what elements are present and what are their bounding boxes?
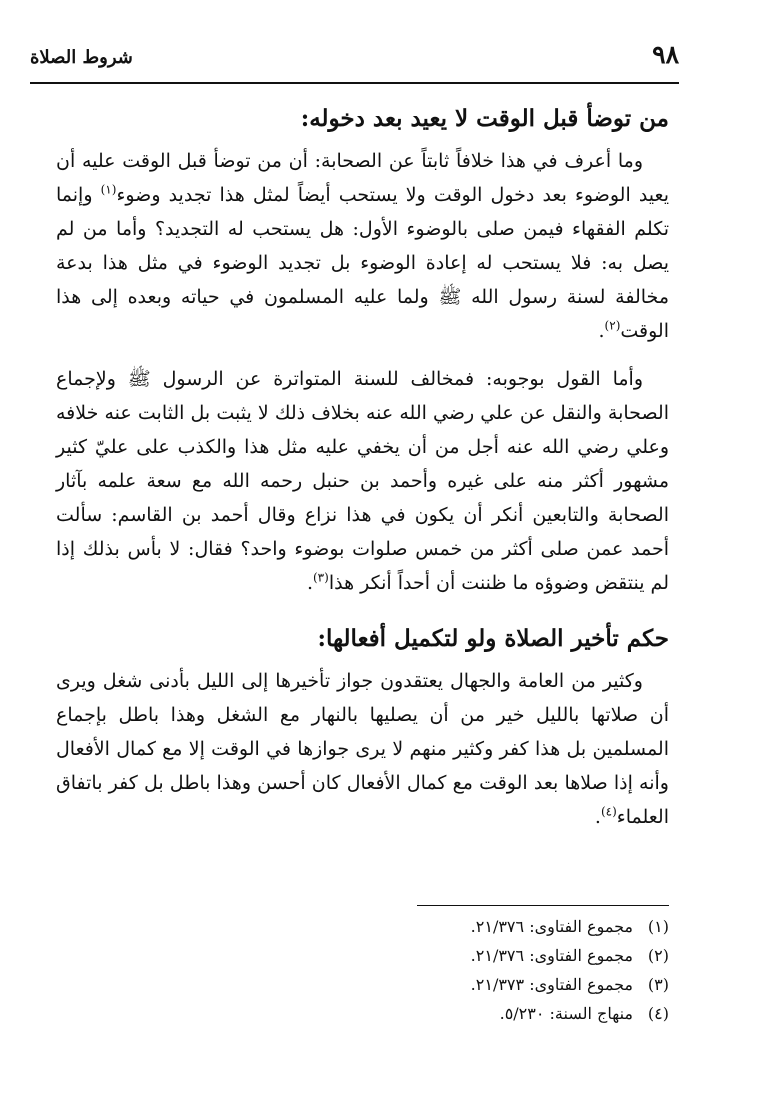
footnote-text: منهاج السنة: ٥/٢٣٠. <box>499 1004 633 1023</box>
paragraph <box>56 664 669 834</box>
page-header <box>30 36 679 84</box>
footnote-item <box>239 999 669 1028</box>
paragraph-text: . <box>306 572 313 594</box>
main-text <box>56 94 669 848</box>
footnote-reference[interactable]: (٢) <box>604 318 621 333</box>
paragraph <box>56 362 669 600</box>
footnote-reference[interactable]: (٤) <box>600 804 617 819</box>
footnote-number: (٤) <box>647 1004 669 1023</box>
paragraph-text: . <box>594 806 601 828</box>
footnote-text: مجموع الفتاوى: ٢١/٣٧٦. <box>470 946 633 965</box>
footnote-item <box>239 941 669 970</box>
page-number: ٩٨ <box>652 40 679 69</box>
paragraph-text: وكثير من العامة والجهال يعتقدون جواز تأخيرها إلى الليل بأدنى شغل ويرى أن صلاتها بالليل خير من أن يصليها بالنهار مع الشغل وهذا باطل بإجماع المسلمين بل هذا كفر وكثير منهم لا يرى جوازها في الوقت إلا مع كمال الأفعال وأنه إذا صلاها بعد الوقت مع كمال الأفعال كان أحسن وهذا باطل بل كفر باتفاق العلماء <box>56 670 669 828</box>
paragraph-text: وما أعرف في هذا خلافاً ثابتاً عن الصحابة: أن من توضأ قبل الوقت عليه أن يعيد الوضوء بعد دخول الوقت ولا يستحب أيضاً لمثل هذا تجديد وضوء <box>56 150 669 206</box>
paragraph-text: . <box>598 320 605 342</box>
footnote-item <box>239 970 669 999</box>
footnote-reference[interactable]: (١) <box>100 182 117 197</box>
footnote-item <box>239 912 669 941</box>
paragraph-text: وأما القول بوجوبه: فمخالف للسنة المتواترة عن الرسول ﷺ ولإجماع الصحابة والنقل عن علي رضي الله عنه بخلاف ذلك لا يثبت بل الثابت عنه خلافه وعلي رضي الله عنه أجل من أن يخفي عليه مثل هذا والكذب على عليّ كثير مشهور أكثر منه على غيره وأحمد بن حنبل رحمه الله مع سعة علمه بآثار الصحابة والتابعين أنكر أن يكون في هذا نزاع وقال أحمد بن القاسم: سألت أحمد عمن صلى أكثر من خمس صلوات بوضوء واحد؟ فقال: لا بأس بذلك إذا لم ينتقض وضوؤه ما ظننت أن أحداً أنكر هذا <box>56 368 669 594</box>
section-heading: حكم تأخير الصلاة ولو لتكميل أفعالها: <box>317 625 669 652</box>
footnote-number: (٣) <box>647 975 669 994</box>
footnote-reference[interactable]: (٣) <box>312 570 329 585</box>
footnote-text: مجموع الفتاوى: ٢١/٣٧٦. <box>470 917 633 936</box>
footnotes-list <box>239 912 669 1028</box>
section-heading: من توضأ قبل الوقت لا يعيد بعد دخوله: <box>300 105 669 132</box>
paragraph-text: وإنما تكلم الفقهاء فيمن صلى بالوضوء الأول: هل يستحب له التجديد؟ وأما من لم يصل به: فلا يستحب له إعادة الوضوء بل تجديد الوضوء في مثل هذا بدعة مخالفة لسنة رسول الله ﷺ ولما عليه المسلمون في حياته وبعده إلى هذا الوقت <box>56 184 669 342</box>
footnote-text: مجموع الفتاوى: ٢١/٣٧٣. <box>470 975 633 994</box>
paragraph <box>56 144 669 348</box>
footnote-divider <box>417 905 669 906</box>
footnote-number: (١) <box>647 917 669 936</box>
footnote-number: (٢) <box>647 946 669 965</box>
running-title: شروط الصلاة <box>30 47 133 68</box>
